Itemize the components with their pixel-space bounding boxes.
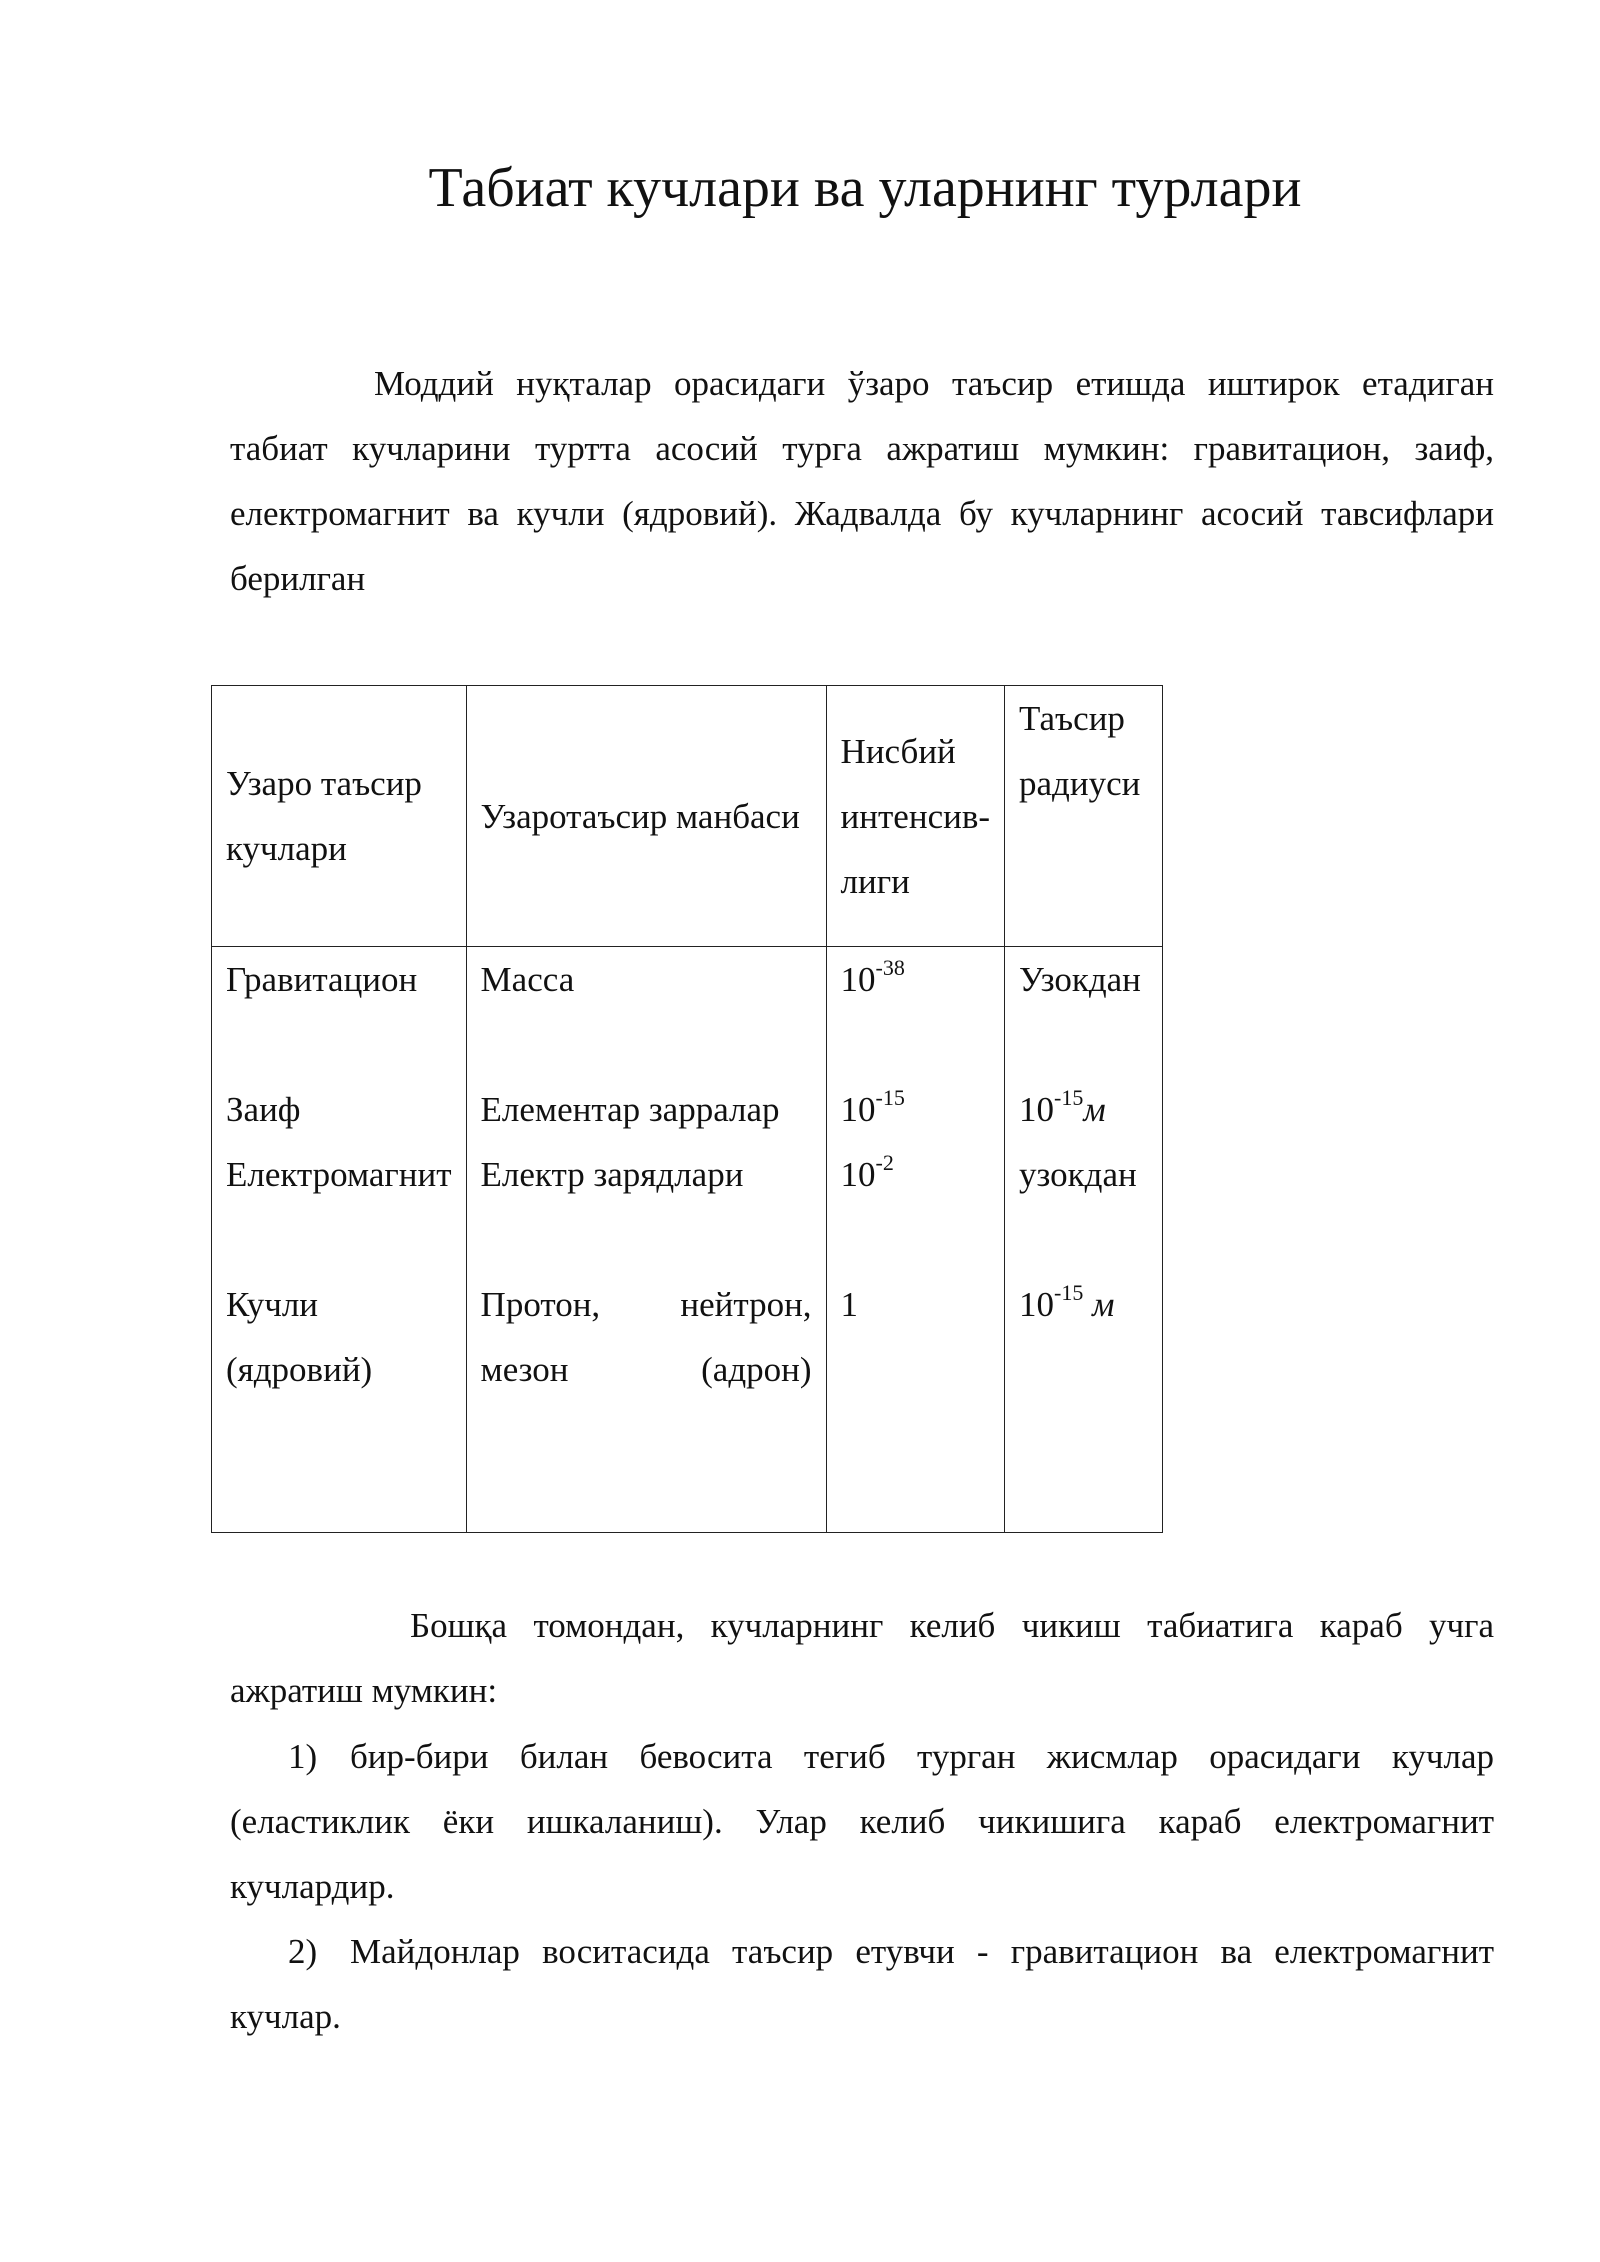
radius-gravitational: Узокдан [1019,960,1141,999]
list-item: 1) бир-бири билан бевосита тегиб турган жисмлар орасидаги кучлар (еластиклик ёки ишкаланиш). Улар келиб чикишига караб електромагнит кучлардир. [230,1737,1494,1906]
sources-cell [466,947,826,1533]
list-item: 2) Майдонлар воситасида таъсир етувчи - гравитацион ва електромагнит кучлар. [230,1932,1494,2036]
force-weak: Заиф [226,1090,301,1129]
intensity-cell [826,947,1004,1533]
intensity-weak: $10^{-15}$ [840,1085,905,1129]
radius-cell [1005,947,1163,1533]
force-electromagnetic: Електромагнит [226,1155,452,1194]
table-header-row [212,686,1163,947]
force-types-cell [212,947,467,1533]
header-radius: Таъсир радиуси [1005,686,1163,947]
force-gravitational: Гравитацион [226,960,418,999]
intro-paragraph: Моддий нуқталар орасидаги ўзаро таъсир етишда иштирок етадиган табиат кучларини туртта асосий турга ажратиш мумкин: гравитацион, заиф, електромагнит ва кучли (ядровий). Жадвалда бу кучларнинг асосий тавсифлари берилган [230,364,1494,598]
intensity-gravitational: $10^{-38}$ [840,955,905,999]
forces-table [211,685,1163,1533]
force-strong: Кучли (ядровий) [226,1285,373,1389]
source-mass: Масса [480,960,575,999]
second-paragraph: Бошқа томондан, кучларнинг келиб чикиш табиатига караб учга ажратиш мумкин: [230,1606,1494,1710]
intensity-strong: 1 [840,1285,859,1324]
header-intensity: Нисбий интенсив-лиги [826,686,1004,947]
source-particles: Елементар зарралар [480,1090,780,1129]
radius-weak: $10^{-15}м$ [1019,1085,1106,1129]
page-title: Табиат кучлари ва уларнинг турлари [428,157,1302,219]
source-hadrons: Протон, нейтрон, мезон (адрон) [480,1285,812,1389]
radius-strong: $10^{-15}$ м [1019,1280,1115,1324]
header-force-type: Узаро таъсир кучлари [212,686,467,947]
intensity-electromagnetic: $10^{-2}$ [840,1150,894,1194]
table-row [212,947,1163,1533]
radius-electromagnetic: узокдан [1019,1155,1137,1194]
header-source: Узаротаъсир манбаси [466,686,826,947]
source-charges: Електр зарядлари [480,1155,744,1194]
